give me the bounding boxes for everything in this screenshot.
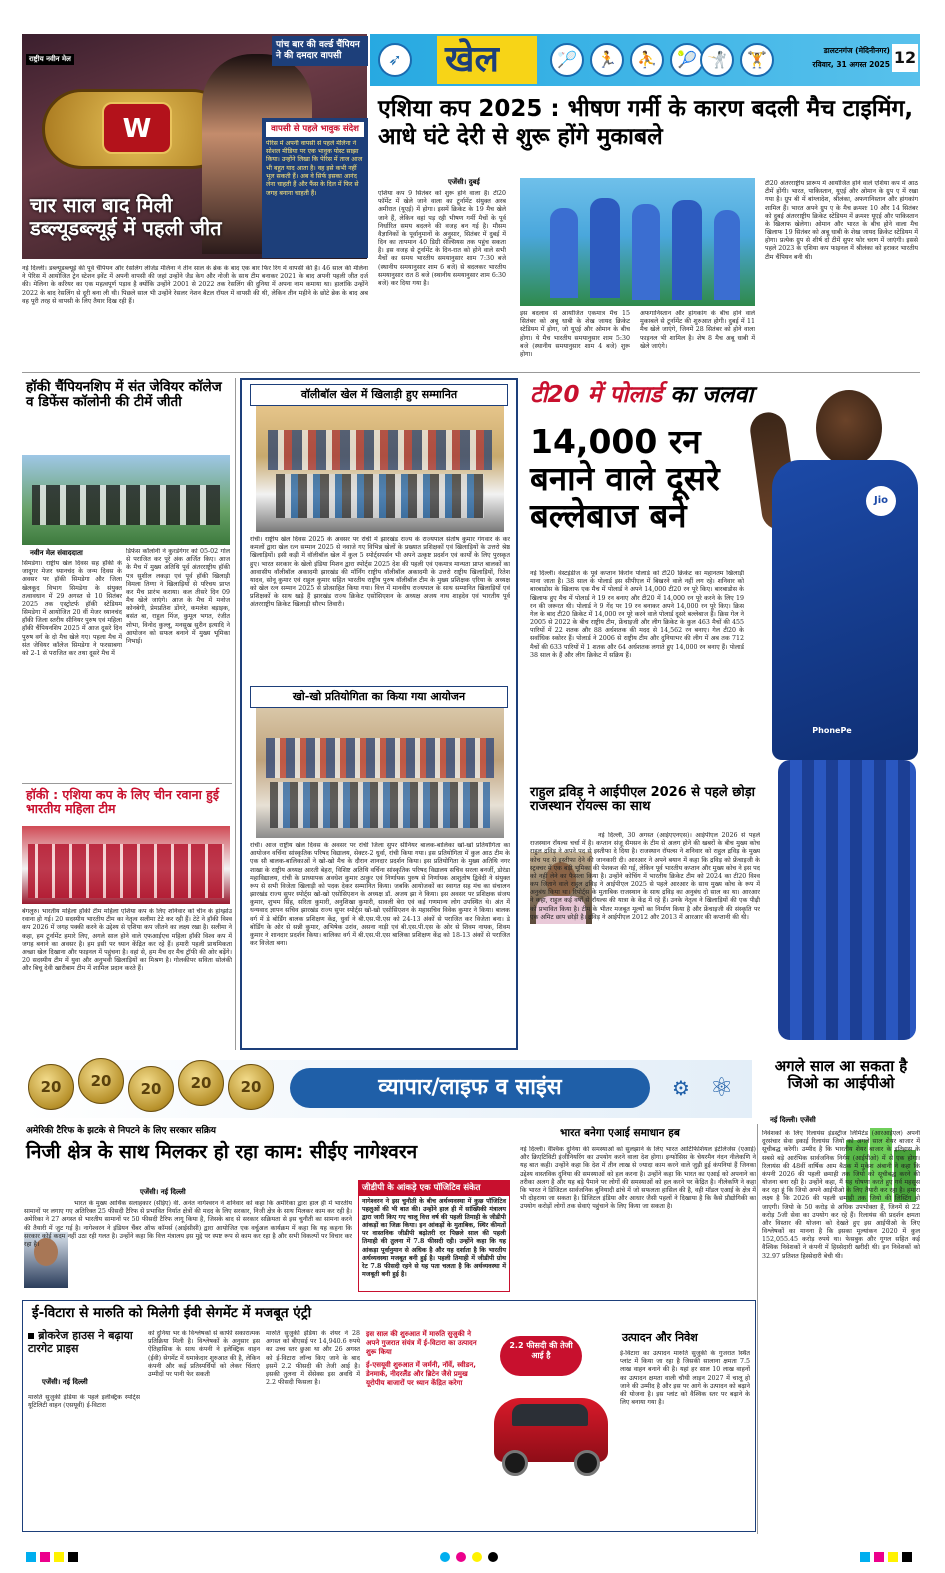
color-swatch-black bbox=[902, 1552, 912, 1562]
team-line bbox=[28, 844, 224, 898]
color-swatch-cyan bbox=[440, 1552, 450, 1562]
player-figure bbox=[714, 210, 740, 300]
divider bbox=[235, 378, 236, 1050]
belt-red-plate: W bbox=[102, 102, 172, 154]
melina-tag: पांच बार की वर्ल्ड चैंपियन ने की दमदार वापसी bbox=[272, 36, 368, 66]
asia-cup-col4: टी20 अंतरराष्ट्रीय प्रारूप में आयोजित होने वाले एशिया कप में आठ टीमें होंगी। भारत, पाकिस्तान, यूएई और ओमान के ग्रुप ए में रखा गया है। ग्रुप बी में बांग्लादेश, श्रीलंका, अफगानिस्तान और हांगकांग शामिल हैं। भारत अपने ग्रुप ए के मैच क्रमशः 10 और 14 सितंबर को दुबई अंतरराष्ट्रीय क्रिकेट स्टेडियम में क्रमशः यूएई और पाकिस्तान के खिलाफ खेलेगा। ओमान और भारत के बीच होने वाला मैच खिलाफ 19 सितंबर को अबू धाबी के शेख जायद क्रिकेट स्टेडियम में होगा। प्रत्येक ग्रुप से शीर्ष दो टीमें सुपर फोर चरण में जाएंगी। इससे पहले 2023 के एशिया कप फाइनल में श्रीलंका को हराकर भारतीय टीम चैंपियन बनी थी। bbox=[765, 180, 918, 261]
group-front-row bbox=[276, 474, 484, 518]
hockey-col1: सिमडेगा। राष्ट्रीय खेल दिवस सह हॉकी के जादूगर मेजर ध्यानचंद के जन्म दिवस के अवसर पर हॉकी सिमडेगा और जिला खेलकूद विभाग सिमडेगा के संयुक्त तत्वावधान में 29 अगस्त से 10 सितंबर 2025 तक एस्ट्रोटर्फ हॉकी स्टेडियम सिमडेगा में आयोजित 20 वीं मेजर ध्यानचंद हॉकी जिला स्तरीय सीनियर पुरुष एवं महिला हॉकी चैंपियनशिप 2025 में आज दूसरे दिन पुरुष वर्ग के दो मैच खेले गए। पहला मैच में संत जेवियर कॉलेज सिमडेगा ने फरसाबगा को 2-1 से पराजित कर तथा दूसरे मैच में bbox=[22, 560, 122, 657]
nageswaran-box-body: नागेश्वरन ने इस चुनौती के बीच अर्थव्यवस्था में कुछ पॉजिटिव पहलुओं की भी बात की। उन्होंने हाल ही में सांख्यिकी मंत्रालय द्वारा जारी किए गए चालू वित्त वर्ष की पहली तिमाही के जीडीपी आंकड़ों का जिक्र किया। इन आंकड़ों के मुताबिक, स्थिर कीमतों पर वास्तविक जीडीपी बढ़ोतरी दर पिछले साल की पहली तिमाही की तुलना में 7.8 फीसदी रही। उन्होंने कहा कि यह आंकड़ा पूर्वानुमान से अधिक है और यह दर्शाता है कि भारतीय अर्थव्यवस्था मजबूत बनी हुई है। पहली तिमाही में जीडीपी ग्रोथ रेट 7.8 फीसदी रहने से यह पता चलता है कि अर्थव्यवस्था में मजबूती बनी हुई है। bbox=[362, 1197, 506, 1279]
player-figure bbox=[550, 208, 578, 298]
melina-body: नई दिल्ली। डब्ल्यूडब्ल्यूई की पूर्व चैंपियन और रेसलिंग लीजेंड मेलिना ने तीन साल के ब्रेक के बाद एक बार फिर रिंग में वापसी की है। 46 साल की मेलिना ने पेरिस में आयोजित ट्रेन स्टेशन इवेंट में अपनी वापसी की जहां उन्होंने जैड केग और नोजी के साथ टीम बनाकर 2021 के बाद अपनी पहली जीत दर्ज की। मेलिना के करियर का एक महत्वपूर्ण पड़ाव है क्योंकि उन्होंने 2001 से 2022 तक रेसलिंग की दुनिया में अपना नाम कमाया था। हालांकि उन्होंने 2022 के बाद रेसलिंग से दूरी बना ली थी। पिछले साल भी उन्होंने रेसलर नेशन बैटल रॉयल में वापसी की थी, लेकिन तीन महीने के छोटे ब्रेक के बाद अब वह पूरी तरह से वापसी के लिए तैयार दिख रही हैं। bbox=[22, 265, 368, 305]
evitara-side-headline: उत्पादन और निवेश bbox=[622, 1331, 698, 1344]
phonepe-logo: PhonePe bbox=[812, 726, 852, 735]
evitara-bullet-item: ई-एसयूवी शुरुआत में जर्मनी, नॉर्वे, स्वीडन, डेनमार्क, नीदरलैंड और ब्रिटेन जैसे प्रमुख यूरोपीय बाजारों पर ध्यान केंद्रित करेगा bbox=[366, 1361, 476, 1388]
archery-icon: ➶ bbox=[378, 43, 412, 77]
fencing-icon: 🤺 bbox=[700, 43, 734, 77]
volleyball-photo bbox=[256, 406, 504, 532]
dravid-body: नई दिल्ली, 30 अगस्त (आईएएनएस)। आईपीएल 2026 से पहले राजस्थान रॉयल्स चर्चा में है। कप्तान संजू सैमसन के टीम से अलग होने की खबरों के बीच मुख्य कोच राहुल द्रविड़ ने अपने पद से इस्तीफा दे दिया है। राजस्थान रॉयल्स ने शनिवार को राहुल द्रविड़ के मुख्य कोच पद से इस्तीफा देने की जानकारी दी। आरआर ने अपने बयान में कहा कि द्रविड़ को फ्रेंचाइजी के स्ट्रक्चर में एक बड़ी भूमिका की पेशकश की गई, लेकिन पूर्व भारतीय कप्तान और मुख्य कोच ने इस पद को नहीं लेने का फैसला किया है। उन्होंने कोचिंग में भारतीय क्रिकेट टीम को 2024 का टी20 विश्व कप जिताने वाले राहुल द्रविड़ ने आईपीएल 2025 से पहले आरआर के साथ मुख्य कोच के रूप में अनुबंध किया था। रिपोर्ट्स के मुताबिक राजस्थान के साथ द्रविड़ का अनुबंध दो साल का था। आरआर ने कहा, राहुल कई वर्षों से रॉयल्स की यात्रा के केंद्र में रहे हैं। उनके नेतृत्व ने खिलाड़ियों की एक पीढ़ी को प्रभावित किया है। टीम के भीतर मजबूत मूल्यों का निर्माण किया है और फ्रेंचाइजी की संस्कृति पर एक अमिट छाप छोड़ी है। द्रविड़ ने आईपीएल 2012 और 2013 में आरआर की कप्तानी की थी। bbox=[530, 832, 760, 921]
player-figure bbox=[632, 204, 660, 300]
player-figure bbox=[590, 198, 620, 298]
nageswaran-byline: एजेंसी। नई दिल्ली bbox=[140, 1188, 186, 1196]
women-hockey-headline: हॉकी : एशिया कप के लिए चीन रवाना हुई भारतीय महिला टीम bbox=[26, 787, 219, 816]
weightlifting-icon: 🏋 bbox=[740, 43, 774, 77]
bullet-square-icon bbox=[28, 1333, 34, 1339]
team-line bbox=[32, 485, 220, 525]
pollard-figure bbox=[748, 390, 920, 1050]
coin-icon: 20 bbox=[178, 1060, 224, 1106]
evitara-subhead-text: ब्रोकरेज हाउस ने बढ़ाया टारगेट प्राइस bbox=[28, 1329, 133, 1355]
khokho-photo bbox=[256, 708, 504, 838]
jio-ipo-headline: अगले साल आ सकता है जिओ का आईपीओ bbox=[774, 1057, 908, 1092]
color-swatch-black bbox=[68, 1552, 78, 1562]
pollard-headline-tail: का जलवा bbox=[670, 382, 754, 408]
hockey-headline: हॉकी चैंपियनशिप में संत जेवियर कॉलेज व डिफेंस कॉलोनी की टीमें जीती bbox=[26, 379, 222, 410]
pollard-pads bbox=[778, 760, 916, 1040]
melina-kicker: राष्ट्रीय नवीन मेल bbox=[26, 54, 74, 65]
asia-cup-headline: एशिया कप 2025 : भीषण गर्मी के कारण बदली मैच टाइमिंग, आधे घंटे देरी से शुरू होंगे मुकाबले bbox=[378, 96, 914, 150]
melina-headline: चार साल बाद मिली डब्ल्यूडब्ल्यूई में पहली जीत bbox=[30, 193, 222, 240]
divider bbox=[22, 372, 920, 373]
hockey-byline: नवीन मेल संवाददाता bbox=[30, 549, 83, 557]
color-swatch-yellow bbox=[888, 1552, 898, 1562]
pollard-body: नई दिल्ली। वेस्टइंडीज के पूर्व कप्तान किरोन पोलार्ड को टी20 क्रिकेट का महानतम खिलाड़ी माना जाता है। 38 साल के पोलार्ड इस सीपीएल में बिखरने वाले नहीं लग रहे। शनिवार को बारबाडोस के खिलाफ एक मैच में पोलार्ड ने अपने 14,000 टी20 रन पूरे किए। बारबाडोस के खिलाफ हुए मैच में पोलार्ड ने 19 रन बनाए और टी20 में 14,000 रन पूरे करने के लिए 19 रन की जरूरत थी। पोलार्ड ने 9 गेंद पर 19 रन बनाकर अपने 14,000 रन पूरे किए। क्रिस गेल के बाद टी20 क्रिकेट में 14,000 रन पूरे करने वाले पोलार्ड दूसरे बल्लेबाज हैं। क्रिस गेल ने 2005 से 2022 के बीच राष्ट्रीय टीम, फ्रेंचाइजी और लीग क्रिकेट के कुल 463 मैचों की 455 पारियों में 22 शतक और 88 अर्धशतक की मदद से 14,562 रन बनाए। गेल टी20 के सर्वाधिक स्कोरर हैं। पोलार्ड ने 2006 से राष्ट्रीय टीम और दुनियाभर की लीग में अब तक 712 मैचों की 633 पारियों में 1 शतक और 64 अर्धशतक लगाते हुए 14,000 रन बनाए हैं। पोलार्ड 38 साल के हैं और लीग क्रिकेट में सक्रिय हैं। bbox=[530, 570, 744, 659]
color-swatch-black bbox=[488, 1552, 498, 1562]
evitara-badge: 2.2 फीसदी की तेजी आई है bbox=[500, 1336, 582, 1376]
evitara-col1: मारुति सुजुकी इंडिया के पहले इलेक्ट्रिक स्पोर्ट्स यूटिलिटी वाहन (एसयूवी) ई-विटारा bbox=[28, 1394, 140, 1410]
tennis-icon: 🎾 bbox=[670, 43, 704, 77]
hurdles-icon: ⛹ bbox=[630, 43, 664, 77]
pollard-headline-red: टी20 में पोलार्ड bbox=[530, 382, 663, 408]
nageswaran-box-title: जीडीपी के आंकड़े एक पॉजिटिव संकेत bbox=[359, 1181, 509, 1196]
jio-logo: Jio bbox=[866, 486, 896, 516]
asia-cup-col3: अफगानिस्तान और हांगकांग के बीच होने वाले मुकाबले से टूर्नामेंट की शुरुआत होगी। दुबई में 11 मैच खेले जाएंगे, जिनमें 28 सितंबर को होने वाला फाइनल भी शामिल है। शेष 8 मैच अबू धाबी में खेले जाएंगे। bbox=[640, 310, 755, 350]
divider bbox=[22, 783, 232, 784]
masthead-location: डालटनगंज (मेदिनीनगर) bbox=[823, 46, 890, 55]
coin-icon: 20 bbox=[28, 1064, 74, 1110]
evitara-col3: मारुति सुजुकी इंडिया के शेयर ने 28 अगस्त को बीएसई पर 14,940.6 रुपये का उच्च स्तर छुआ था और 26 अगस्त को ई-विटारा लॉन्च किए जाने के बाद इसमें 2.2 फीसदी की तेजी आई है। इसकी तुलना में सेंसेक्स इस अवधि में 2.2 फीसदी फिसला है। bbox=[266, 1330, 360, 1387]
khokho-headline: खो-खो प्रतियोगिता का किया गया आयोजन bbox=[250, 686, 508, 708]
women-hockey-photo bbox=[22, 826, 230, 904]
page-number: 12 bbox=[892, 44, 918, 72]
masthead-title: खेल bbox=[445, 39, 499, 80]
color-swatch-cyan bbox=[860, 1552, 870, 1562]
evitara-side-body: ई-विटारा का उत्पादन मारुति सुजुकी के गुजरात स्थित प्लांट में किया जा रहा है जिसकी सालाना क्षमता 7.5 लाख वाहन बनाने की है। यहां हर साल 10 लाख वाहनों का उत्पादन क्षमता वाली चौथी लाइन 2027 में चालू हो जाने की उम्मीद है और इस पर आगे के उत्पादन को बढ़ाने की योजना है। इस प्लांट को वैश्विक स्तर पर बढ़ाने के लिए बनाया गया है। bbox=[620, 1350, 750, 1407]
badminton-icon: 🏸 bbox=[550, 43, 584, 77]
player-figure bbox=[672, 200, 702, 300]
masthead-date: रविवार, 31 अगस्त 2025 bbox=[812, 60, 890, 69]
group-front-row bbox=[270, 782, 490, 828]
color-swatch-yellow bbox=[472, 1552, 482, 1562]
evitara-subhead bbox=[28, 1330, 142, 1355]
car-window bbox=[512, 1404, 588, 1426]
running-icon: 🏃 bbox=[590, 43, 624, 77]
nageswaran-body: भारत के मुख्य आर्थिक सलाहकार (सीईए) वी. अनंत नागेश्वरन ने शनिवार को कहा कि अमेरिका द्वारा हाल ही में भारतीय सामानों पर लगाए गए अतिरिक्त 25 फीसदी टैरिफ से प्रभावित निर्यात क्षेत्रों की मदद के लिए सरकार, निजी क्षेत्र के साथ मिलकर काम कर रही है। अमेरिका ने 27 अगस्त से भारतीय सामानों पर 50 फीसदी टैरिफ लागू किया है, जिसके बाद से सरकार सक्रियता से इस चुनौती का सामना करने की तैयारी में जुट गई है। नागेश्वरन ने इंडियन चैंबर ऑफ कॉमर्स (आईसीसी) द्वारा आयोजित एक वर्चुअल कार्यक्रम में कहा कि यह कहना कि सरकार कोई कदम नहीं उठा रही गलत है। उन्होंने कहा कि वित्त मंत्रालय इस मुद्दे पर स्पष्ट रूप से काम कर रहा है और सभी विकल्पों पर विचार कर रहा है। bbox=[24, 1200, 352, 1248]
evitara-car bbox=[490, 1372, 610, 1492]
volleyball-headline: वॉलीबॉल खेल में खिलाड़ी हुए सम्मानित bbox=[250, 384, 508, 406]
color-swatch-yellow bbox=[54, 1552, 64, 1562]
color-swatch-magenta bbox=[456, 1552, 466, 1562]
evitara-bullet-item: इस साल की शुरुआत में मारुति सुजुकी ने अपने गुजरात संयंत्र में ई-विटारा का उत्पादन शुरू किया bbox=[366, 1330, 477, 1357]
asia-cup-byline: एजेंसी। दुबई bbox=[448, 178, 480, 186]
melina-sidebar-title: वापसी से पहले भावुक संदेश bbox=[266, 122, 364, 137]
pollard-jersey bbox=[772, 460, 918, 760]
pollard-headline-big: 14,000 रन बनाने वाले दूसरे बल्लेबाज बने bbox=[530, 422, 720, 535]
nageswaran-kicker: अमेरिकी टैरिफ के झटके से निपटने के लिए सरकार सक्रिय bbox=[26, 1126, 216, 1136]
pollard-head bbox=[816, 390, 882, 466]
asia-cup-team-photo bbox=[520, 178, 755, 306]
color-swatch-magenta bbox=[874, 1552, 884, 1562]
women-hockey-body: बेंगलुरु। भारतीय महिला हॉकी टीम महिला एशिया कप के लिए शनिवार को चीन के हांग्झोउ रवाना हो गई। 20 सदस्यीय भारतीय टीम का नेतृत्व सलीमा टेटे कर रही हैं। टेटे ने हॉकी विश्व कप 2026 में जगह पक्की करने के उद्देश्य से एशिया कप जीतने का लक्ष्य रखा है। सलीमा ने कहा, हम टूर्नामेंट हमारे लिए, अगले साल होने वाले एफआईएच महिला हॉकी विश्व कप में जगह बनाने का अवसर है। हम इसी पर ध्यान केंद्रित कर रहे हैं। हमारी पहली प्राथमिकता अच्छा खेल दिखाना और फाइनल में पहुंचना है। वहां से, हम मैच दर मैच ट्रॉफी की ओर बढ़ेंगे। 20 सदस्यीय टीम में युवा और अनुभवी खिलाड़ियों का मिश्रण है। गोलकीपर सविता सोलंकी और बिचू देवी खारीबाम टीम में शामिल प्रदान करते हैं। bbox=[22, 908, 232, 973]
hockey-col2: डिफेंस कॉलोनी ने कुरडेगेगर को 05-02 गोल से पराजित कर पूरे अंक अर्जित किए। आज के मैच में मुख्य अतिथि पूर्व अंतरराष्ट्रीय हॉकी पत्र सुशील लकड़ा एवं पूर्व हॉकी खिलाड़ी विमला तिग्गा ने खिलाड़ियों से परिचय प्राप्त कर मैच प्रारंभ कराया। कल तीसरे दिन 09 मैच खेले जाएंगे। आज के मैच में मनोज कोनबेगी, प्रेमप्रतिश डोंगरे, कमलेश बड़ाइक, बसंत बा, राहुल मिंज, कुमूल भगत, रंजीत शोभा, विनोद कुल्लू, मनसुख सुरीन इत्यादि ने आयोजन को सफल बनाने में मुख्य भूमिका निभाई। bbox=[126, 548, 230, 645]
car-wheel bbox=[574, 1450, 600, 1476]
evitara-byline: एजेंसी। नई दिल्ली bbox=[42, 1378, 88, 1386]
dravid-headline: राहुल द्रविड़ ने आईपीएल 2026 से पहले छोड़ा राजस्थान रॉयल्स का साथ bbox=[530, 785, 756, 815]
group-back-row bbox=[268, 430, 492, 470]
jio-ipo-byline: नई दिल्ली। एजेंसी bbox=[770, 1116, 816, 1124]
melina-sidebar-text: पेरिस में अपनी वापसी से पहले मेलिना ने सोशल मीडिया पर एक भावुक पोस्ट साझा किया। उन्होंने लिखा कि पेरिस में ताज आज भी बहुत याद आता है। वह इसे कभी नहीं भूल सकती हैं। अब वे सिर्फ इसका आनंद लेना चाहती हैं और फैंस के दिल में फिर से जगह बनाना चाहती हैं। bbox=[266, 139, 363, 197]
color-swatch-magenta bbox=[40, 1552, 50, 1562]
ai-hub-headline: भारत बनेगा एआई समाधान हब bbox=[560, 1127, 680, 1139]
nageswaran-headline: निजी क्षेत्र के साथ मिलकर हो रहा काम: सीईए नागेश्वरन bbox=[26, 1141, 418, 1163]
volleyball-body: रांची। राष्ट्रीय खेल दिवस 2025 के अवसर पर रांची में झारखंड राज्य के राज्यपाल संतोष कुमार गंगवार के कर कमलों द्वारा खेल रत्न सम्मान 2025 से नवाजे गए विभिन्न खेलों के प्रख्यात प्रशिक्षकों एवं खिलाड़ियों के उत्तरो श्रेष्ठ खिलाड़ियों। इसी कड़ी में वॉलीबॉल खेल में कुल 5 स्पोर्ट्सपर्सन भी अपने उत्कृष्ट प्रदर्शन एवं कार्यों के लिए पुरस्कृत हुए। भारत सरकार के खेलो इंडिया मिशन द्वारा स्पोर्ट्स 2025 देश की पहली एवं एकमात्र मान्यता प्राप्त बालकों का आवासीय वॉलीबॉल अकादमी झारखंड की मॉर्निंग राष्ट्रीय वॉलीबॉल अकादमी के उत्तरो राष्ट्रीय खिलाड़ियों, रितेश यादव, सोनू कुमार एवं राहुल कुमार सहित भारतीय राष्ट्रीय पुरुष वॉलीबॉल टीम के मुख्य प्रशिक्षक एरिया के अध्यक्ष को खेल रत्न सम्मान 2025 से प्रोत्साहित किया गया। वित्त में मानवीय राज्यपाल के साथ सम्मानित खिलाड़ियों एवं प्रशिक्षकों के साथ खड़े हैं झारखंड राज्य क्रिकेट एसोसिएशन के अध्यक्ष अजय नाथ शाहदेव एवं भारतीय पूर्व अंतरराष्ट्रीय क्रिकेट खिलाड़ी सौरभ तिवारी। bbox=[250, 536, 510, 609]
evitara-bullets bbox=[366, 1330, 484, 1389]
gear-icon: ⚙ bbox=[672, 1076, 690, 1100]
color-swatch-cyan bbox=[26, 1552, 36, 1562]
car-wheel bbox=[502, 1450, 528, 1476]
asia-cup-col1: एशिया कप 9 सितंबर को शुरू होने वाला है। टी20 फॉर्मेट में खेले जाने वाला का टूर्नामेंट संयुक्त अरब अमीरात (यूएई) में होगा। इसमें क्रिकेट के 19 मैच खेले जाने हैं, लेकिन वहां पड़ रही भीषण गर्मी मैचों के पूर्व निर्धारित समय बदलने की वजह बन गई है। मौसम वैज्ञानिकों के पूर्वानुमानों के अनुसार, सितंबर में दुबई में दिन का तापमान 40 डिग्री सेल्सियस तक पहुंच सकता है। इस वजह से टूर्नामेंट के दिन-रात को होने वाले सभी मैचों का समय भारतीय समयानुसार शाम 7:30 बजे (स्थानीय समयानुसार शाम 6 बजे) से बदलकर भारतीय समयानुसार रात 8 बजे (स्थानीय समयानुसार शाम 6:30 बजे) कर दिया गया है। bbox=[378, 190, 506, 287]
coin-icon: 20 bbox=[128, 1066, 174, 1112]
khokho-body: रांची। आज राष्ट्रीय खेल दिवस के अवसर पर रांची जिला सुपर सीनियर बालक-बालिका खो-खो प्रतियोगिता का आयोजन वर्चिना सांस्कृतिक परिषद विद्यालय, सेक्टर-2 धुर्वा, रांची किया गया। इस प्रतियोगिता में कुल आठ टीम के एक सौ बालक-बालिकाओं ने खो-खो मैच के दौरान शानदार प्रदर्शन किया। इस प्रतियोगिता के मुख्य अतिथि नगर शाखा के राष्ट्रीय अध्यक्ष आरती बेहरा, विशिष्ट अतिथि वर्चिना सांस्कृतिक परिषद विद्यालय सचिव सरला बनर्जी, डोरंडा महाविद्यालय, रांची के प्राध्यापक अवधेश कुमार ठाकुर एवं निर्णायक पुरुष से निर्णायक आशुतोष द्विवेदी ने संयुक्त रूप से सभी विजेता खिलाड़ी को पदक देकर सम्मानित किया। जबकि आयोजकों का स्वागत सह मंच का संचालन झारखंड राज्य सुपर स्पोर्ट्स खो-खो एसोसिएशन के अध्यक्ष डॉ. अजय झा ने किया। इस अवसर पर प्रशिक्षक संजय कुमार, शुभम सिंह, सरिता कुमारी, अनुशिखा कुमारी, सावली बेरा एवं कई गणमान्य लोग उपस्थित थे। अंत में धन्यवाद ज्ञापन सचिव झारखंड राज्य सुपर स्पोर्ट्स खो-खो एसोसिएशन के महासचिव विवेक कुमार ने किया। बालक वर्ग में डे बोर्डिंग बालक प्रशिक्षण केंद्र, धुर्वा ने बी.एस.पी.एस को 24-13 अंकों से पराजित कर विजेता बना। डे बोर्डिंग के ओर से सन्नी कुमार, अभिषेक उरांव, असना नाड़ी एवं बी.एस.पी.एस के ओर से शिवम नायक, शिवम कुमार ने शानदार प्रदर्शन किया। बालिका वर्ग में बी.एस.पी.एस बालिका प्रशिक्षण केंद्र को 18-13 अंकों से पराजित कर विजेता बना। bbox=[250, 842, 510, 948]
melina-sidebar bbox=[262, 118, 368, 258]
ai-hub-body: नई दिल्ली। वैश्विक दुनिया की समस्याओं को सुलझाने के लिए भारत आर्टिफिशियल इंटेलिजेंस (एआई) और क्रिएटिविटी इंजीनियरिंग का उपयोग करने वाला देश होगा। इन्फोसिस के चेयरमैन नंदन नीलेकणि ने यह बात कही। उन्होंने कहा कि देश में तीन लाख से ज्यादा काम करने वाले जुड़ी हुई कंपनियां हैं जिनका उद्देश्य वास्तविक दुनिया की समस्याओं को हल करना है। उन्होंने कहा कि भारत का एआई को अपनाने का तरीका अलग है और यह बड़े पैमाने पर लोगों की समस्याओं को हल करने पर केंद्रित है। नीलेकणि ने कहा कि भारत ने डिजिटल सार्वजनिक बुनियादी ढांचे में जो सफलता हासिल की है, वही मॉडल एआई के क्षेत्र में भी दोहराया जा सकता है। डिजिटल इंडिया और आधार जैसी पहलों ने दिखाया है कि कैसे प्रौद्योगिकी का उपयोग करोड़ों लोगों तक सेवाएं पहुंचाने के लिए किया जा सकता है। bbox=[520, 1146, 756, 1211]
hockey-teams-photo bbox=[22, 455, 230, 545]
asia-cup-col2: इस बदलाव से आयोजित एकमात्र मैच 15 सितंबर को अबू धाबी के शेख जायद क्रिकेट स्टेडियम में होगा, जो यूएई और ओमान के बीच होगा। ये मैच भारतीय समयानुसार शाम 5:30 बजे (स्थानीय समयानुसार शाम 4 बजे) शुरू होगा। bbox=[520, 310, 630, 358]
atom-icon: ⚛ bbox=[710, 1073, 734, 1103]
coin-icon: 20 bbox=[78, 1058, 124, 1104]
evitara-col2: को दुनिया भर के विश्लेषकों से काफी सकारात्मक प्रतिक्रिया मिली है। विश्लेषकों के अनुसार इस ऐतिहासिक के साथ कंपनी ने इलेक्ट्रिक वाहन (ईवी) सेगमेंट में धमाकेदार शुरुआत की है, लेकिन कंपनी और कई प्रतिस्पर्धियों को लेकर चिंताएं उम्मीदों पर पानी फेर सकती bbox=[148, 1330, 260, 1378]
divider bbox=[757, 1124, 758, 1534]
jio-ipo-body: निवेशकों के लिए रिलायंस इंडस्ट्रीज लिमिटेड (आरआईएल) अपनी दूरसंचार सेवा इकाई रिलायंस जियो को अगले साल शेयर बाजार में सूचीबद्ध करेगी। उम्मीद है कि भारतीय शेयर बाजार के इतिहास के सबसे बड़े आरंभिक सार्वजनिक निर्गम (आईपीओ) में से एक होगा। रिलायंस की 48वीं वार्षिक आम बैठक में मुकेश अंबानी ने कहा कि कंपनी 2026 की पहली छमाही तक जियो को सूचीबद्ध करने की योजना बना रही है। उन्होंने कहा, मैं यह घोषणा करते हुए गर्व महसूस कर रहा हूं कि जियो अपने आईपीओ के लिए तैयारी कर रहा है। हमारा लक्ष्य है कि 2026 की पहली छमाही तक जियो की लिस्टिंग हो जाएगी। जियो के 50 करोड़ से अधिक उपभोक्ता हैं, जिनमें से 22 करोड़ 5जी सेवा का उपयोग कर रहे हैं। रिलायंस की प्रदर्शन क्षमता और विस्तार की योजना को देखते हुए इस आईपीओ के लिए विश्लेषकों का मानना है कि इसका मूल्यांकन 2020 में कुल 152,055.45 करोड़ रुपये था। फेसबुक और गूगल सहित कई वैश्विक निवेशकों ने कंपनी में हिस्सेदारी खरीदी थी। इन निवेशकों को 32.97 प्रतिशत हिस्सेदारी बेची थी। bbox=[762, 1130, 920, 1260]
evitara-headline: ई-विटारा से मारुति को मिलेगी ईवी सेगमेंट में मजबूत एंट्री bbox=[32, 1305, 312, 1321]
group-back-row bbox=[266, 738, 494, 778]
nageswaran-box bbox=[358, 1180, 510, 1292]
business-banner-title: व्यापार/लाइफ व साइंस bbox=[290, 1068, 650, 1108]
coin-icon: 20 bbox=[228, 1064, 274, 1110]
